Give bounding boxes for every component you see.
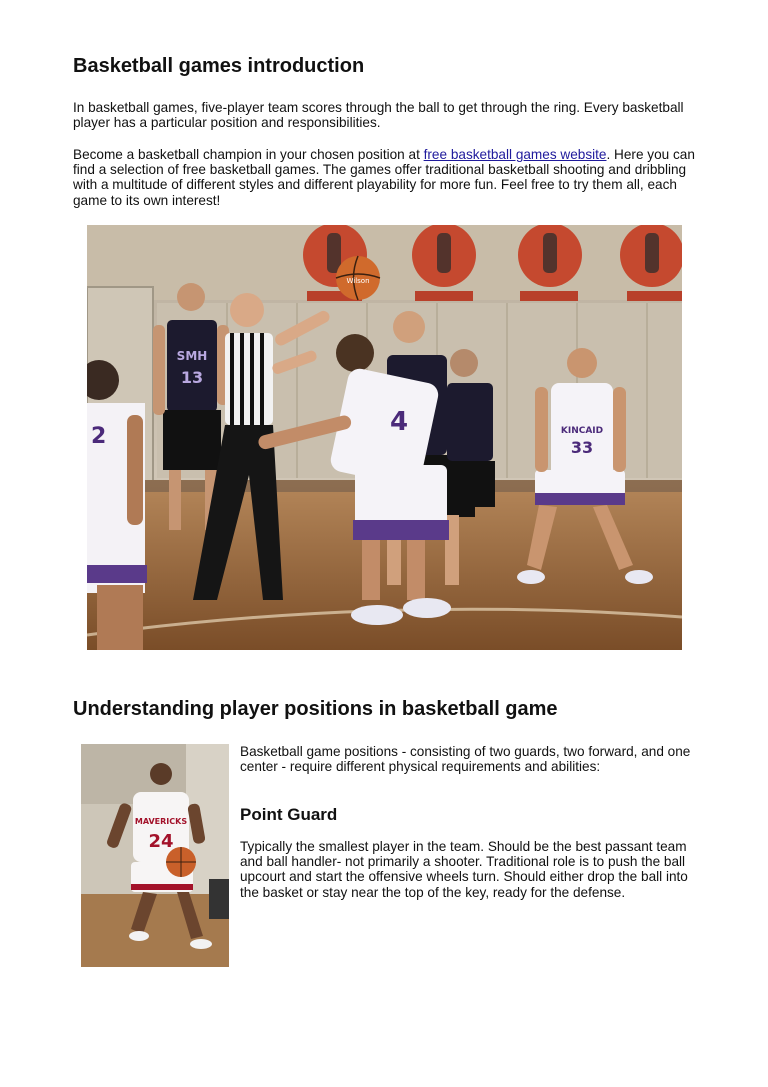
kincaid-jersey-number: 33 bbox=[570, 438, 594, 457]
intro-heading: Basketball games introduction bbox=[73, 55, 365, 77]
left-jersey-number: 2 bbox=[91, 424, 107, 449]
jump-ball-illustration bbox=[87, 225, 682, 650]
side-jersey-number: 24 bbox=[148, 831, 174, 852]
point-guard-photo bbox=[81, 744, 229, 967]
intro-paragraph-1: In basketball games, five-player team scores through the ball to get through the ring. Every basketball player has a particular position and responsibilities. bbox=[73, 100, 684, 131]
point-guard-heading: Point Guard bbox=[240, 805, 338, 824]
smh-jersey-number: 13 bbox=[180, 368, 204, 387]
white-jersey-number: 4 bbox=[389, 407, 409, 437]
side-jersey-team: MAVERICKS bbox=[134, 817, 188, 826]
kincaid-jersey-team: KINCAID bbox=[560, 426, 604, 436]
free-basketball-games-link[interactable]: free basketball games website bbox=[423, 147, 607, 162]
basketball bbox=[336, 256, 380, 300]
ball-brand-label: Wilson bbox=[346, 277, 370, 285]
intro-paragraph-2-text-before: Become a basketball champion in your chosen position at bbox=[73, 147, 424, 162]
intro-paragraph-2 bbox=[73, 147, 703, 208]
positions-heading: Understanding player positions in basketball game bbox=[73, 698, 558, 720]
smh-jersey-team: SMH bbox=[176, 349, 208, 363]
point-guard-illustration bbox=[81, 744, 229, 967]
intro-paragraph-2-text-after: . Here you can find a selection of free basketball games. The games offer traditional basketball shooting and dribbling with a multitude of different styles and different playability for more fun. Feel free to try them all, each game to its own interest! bbox=[73, 147, 695, 208]
positions-intro-text: Basketball game positions - consisting of two guards, two forward, and one center - require different physical requirements and abilities: bbox=[240, 744, 691, 775]
jump-ball-photo bbox=[87, 225, 682, 650]
point-guard-text: Typically the smallest player in the team. Should be the best passant team and ball handler- not primarily a shooter. Traditional role is to push the ball upcourt and start the offensive wheels turn. Should either drop the ball into the basket or stay near the top of the key, ready for the defense. bbox=[240, 839, 688, 900]
